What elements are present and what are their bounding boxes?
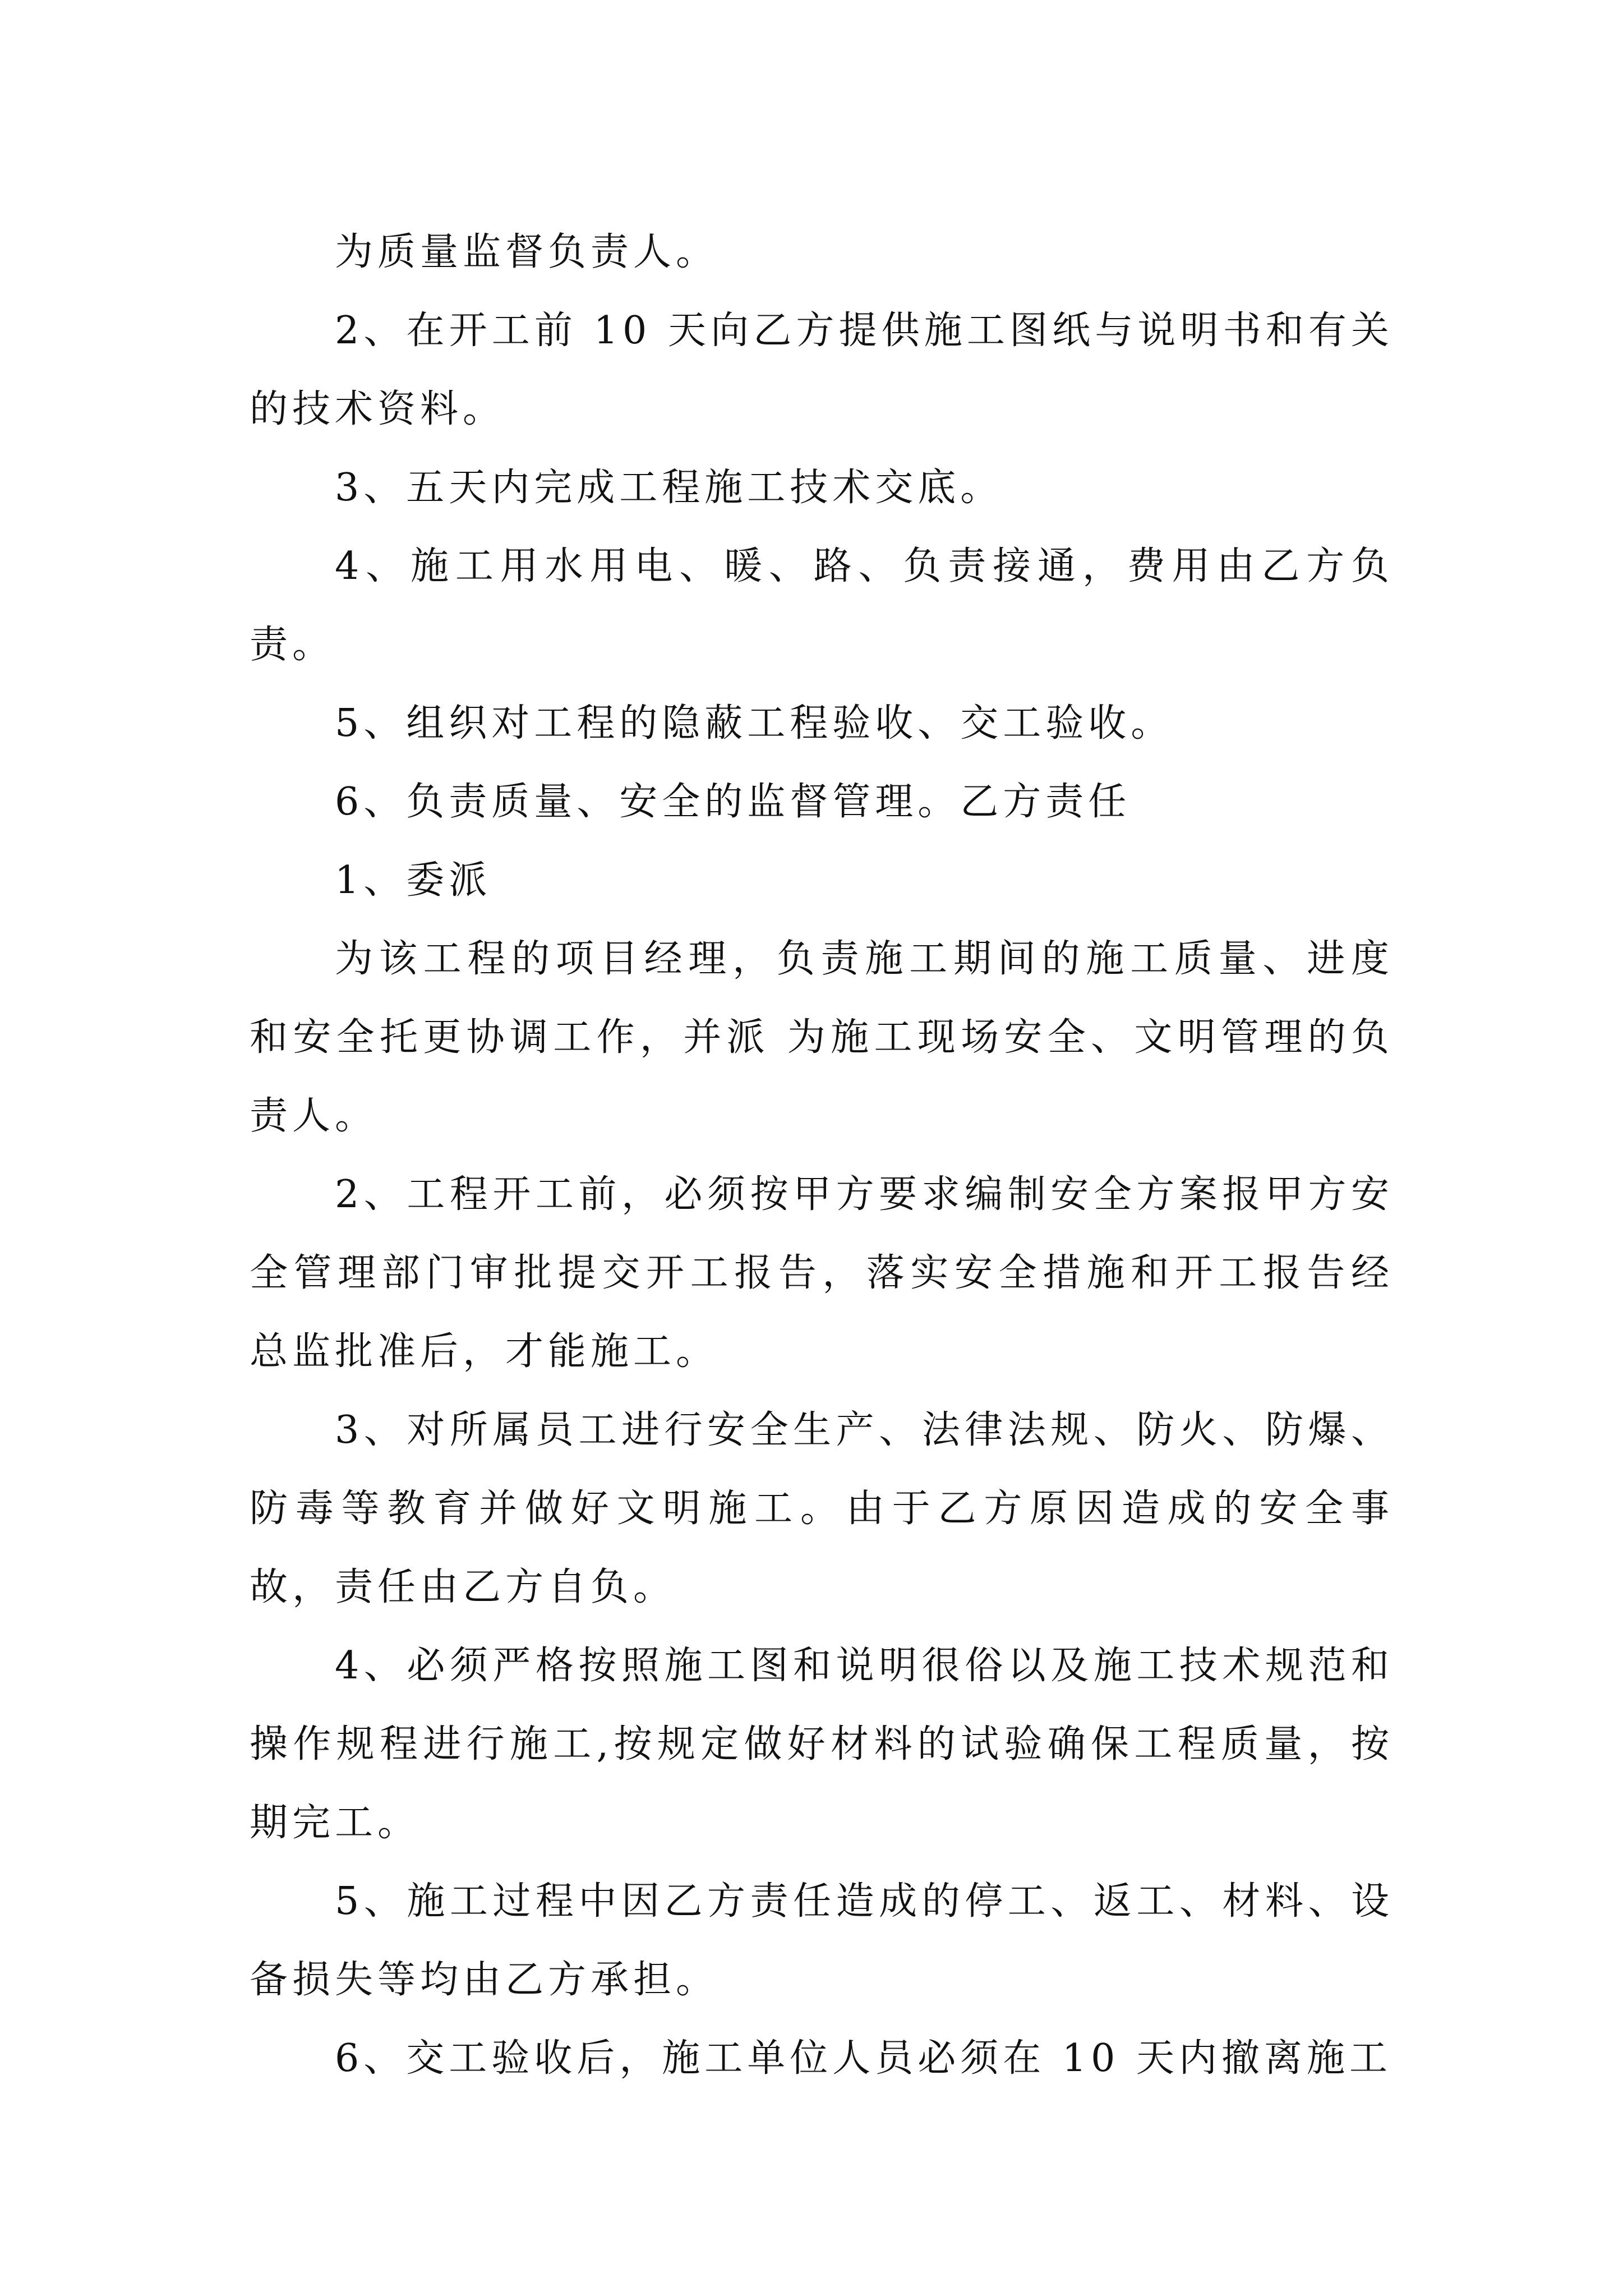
paragraph: 6、负责质量、安全的监督管理。乙方责任 bbox=[335, 780, 1131, 824]
paragraph: 为质量监督负责人。 bbox=[335, 230, 719, 274]
paragraph: 3、对所属员工进行安全生产、法律法规、防火、防爆、防毒等教育并做好文明施工。由于乙方原因造成的安全事故，责任由乙方自负。 bbox=[250, 1408, 1394, 1609]
paragraph: 3、五天内完成工程施工技术交底。 bbox=[335, 466, 1003, 510]
paragraph: 4、施工用水用电、暖、路、负责接通，费用由乙方负责。 bbox=[250, 544, 1394, 667]
document-body bbox=[250, 213, 1394, 2098]
paragraph: 2、工程开工前，必须按甲方要求编制安全方案报甲方安全管理部门审批提交开工报告，落实安全措施和开工报告经总监批准后，才能施工。 bbox=[250, 1172, 1394, 1374]
paragraph: 5、施工过程中因乙方责任造成的停工、返工、材料、设备损失等均由乙方承担。 bbox=[250, 1879, 1394, 2002]
paragraph: 4、必须严格按照施工图和说明很俗以及施工技术规范和操作规程进行施工,按规定做好材料的试验确保工程质量，按期完工。 bbox=[250, 1644, 1394, 1845]
paragraph: 6、交工验收后，施工单位人员必须在 10 天内撤离施工 bbox=[335, 2036, 1393, 2081]
paragraph: 1、委派 bbox=[335, 858, 492, 903]
paragraph: 为该工程的项目经理，负责施工期间的施工质量、进度和安全托更协调工作，并派 为施工现场安全、文明管理的负责人。 bbox=[250, 937, 1394, 1138]
paragraph: 5、组织对工程的隐蔽工程验收、交工验收。 bbox=[335, 701, 1174, 746]
paragraph: 2、在开工前 10 天向乙方提供施工图纸与说明书和有关的技术资料。 bbox=[250, 309, 1394, 431]
